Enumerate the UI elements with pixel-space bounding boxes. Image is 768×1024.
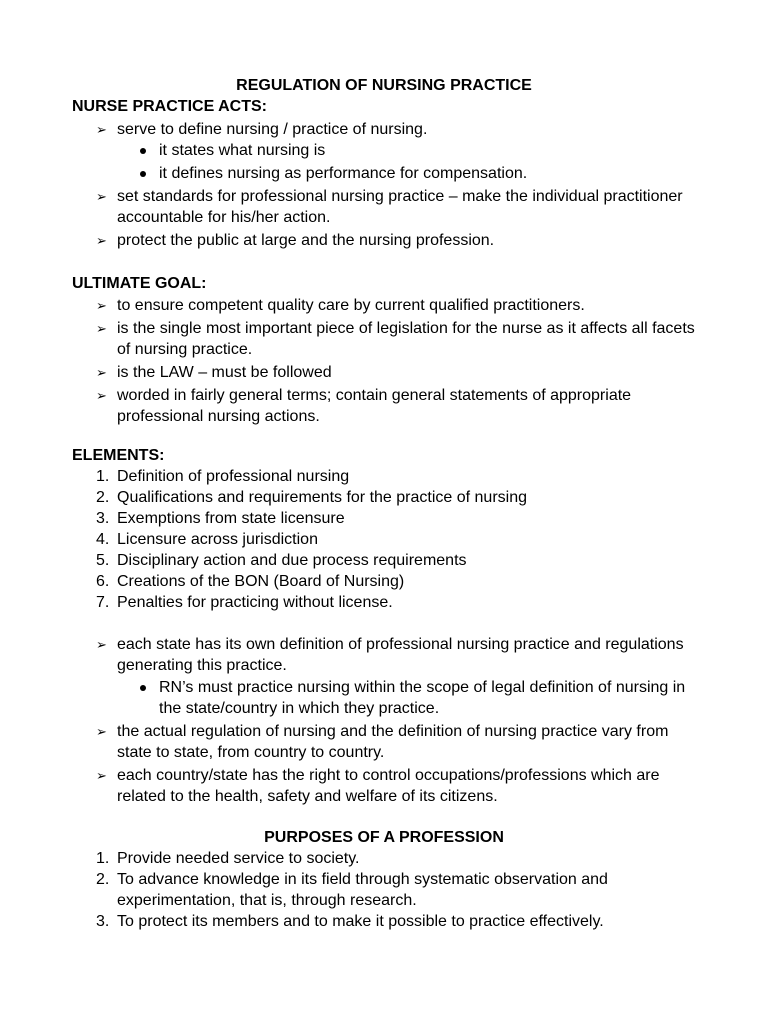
list-item [96,295,696,316]
numbered-item-text: Penalties for practicing without license. [117,594,393,611]
sub-list-item [138,140,696,161]
numbered-item [96,571,696,592]
item-number: 6. [96,573,110,590]
numbered-item [96,529,696,550]
item-number: 2. [96,489,110,506]
list-item-text: to ensure competent quality care by current qualified practitioners. [117,297,585,314]
sub-list-item-text: RN’s must practice nursing within the scope of legal definition of nursing in the state/country in which they practice. [159,679,686,717]
list-item [96,721,696,763]
arrow-bullet-icon: ➢ [96,388,107,403]
numbered-item-text: Definition of professional nursing [117,468,350,485]
numbered-item [96,592,696,613]
arrow-bullet-icon: ➢ [96,298,107,313]
sub-list-item [138,163,696,184]
arrow-bullet-icon: ➢ [96,724,107,739]
list-item [96,230,696,251]
item-number: 3. [96,510,110,527]
item-number: 5. [96,552,110,569]
list-item [96,119,696,184]
item-number: 2. [96,871,110,888]
list-item-text: protect the public at large and the nursing profession. [117,232,495,249]
nurse-practice-acts-list [96,119,696,251]
numbered-item-text: Disciplinary action and due process requirements [117,552,467,569]
item-number: 1. [96,850,110,867]
arrow-bullet-icon: ➢ [96,365,107,380]
numbered-item-text: To advance knowledge in its field through systematic observation and experimentation, that is, through research. [117,871,608,909]
sub-list-item-text: it states what nursing is [159,142,326,159]
list-item [96,362,696,383]
sub-list-item [138,677,696,719]
arrow-bullet-icon: ➢ [96,233,107,248]
numbered-item [96,869,696,911]
list-item-text: is the LAW – must be followed [117,364,332,381]
list-item [96,186,696,228]
item-number: 7. [96,594,110,611]
list-item [96,634,696,719]
item-number: 1. [96,468,110,485]
ultimate-goal-list [96,295,696,427]
section-heading-nurse-practice-acts: NURSE PRACTICE ACTS: [72,98,267,115]
numbered-item [96,848,696,869]
item-number: 3. [96,913,110,930]
section-heading-ultimate-goal: ULTIMATE GOAL: [72,275,207,292]
elements-list [96,466,696,613]
item-number: 4. [96,531,110,548]
list-item [96,765,696,807]
numbered-item [96,508,696,529]
list-item-text: the actual regulation of nursing and the definition of nursing practice vary from state to state, from country to country. [117,723,669,761]
numbered-item-text: To protect its members and to make it possible to practice effectively. [117,913,604,930]
section-heading-elements: ELEMENTS: [72,447,165,464]
numbered-item-text: Qualifications and requirements for the practice of nursing [117,489,527,506]
numbered-item-text: Provide needed service to society. [117,850,360,867]
sub-bullet-list [138,677,696,719]
sub-bullet-list [138,140,696,184]
section-heading-purposes: PURPOSES OF A PROFESSION [264,829,504,846]
list-item [96,385,696,427]
numbered-item [96,466,696,487]
numbered-item-text: Licensure across jurisdiction [117,531,318,548]
numbered-item-text: Creations of the BON (Board of Nursing) [117,573,405,590]
list-item-text: each country/state has the right to control occupations/professions which are related to the health, safety and welfare of its citizens. [117,767,660,805]
arrow-bullet-icon: ➢ [96,122,107,137]
arrow-bullet-icon: ➢ [96,637,107,652]
arrow-bullet-icon: ➢ [96,768,107,783]
bullet-dot-icon [140,685,146,691]
list-item-text: set standards for professional nursing practice – make the individual practitioner accountable for his/her action. [117,188,683,226]
list-item-text: each state has its own definition of professional nursing practice and regulations generating this practice. [117,636,684,674]
list-item-text: worded in fairly general terms; contain general statements of appropriate professional nursing actions. [117,387,632,425]
state-notes-list [96,634,696,807]
numbered-item [96,487,696,508]
bullet-dot-icon [140,148,146,154]
list-item [96,318,696,360]
page-title: REGULATION OF NURSING PRACTICE [236,77,532,94]
bullet-dot-icon [140,171,146,177]
list-item-text: is the single most important piece of legislation for the nurse as it affects all facets of nursing practice. [117,320,695,358]
list-item-text: serve to define nursing / practice of nursing. [117,121,428,138]
numbered-item [96,550,696,571]
numbered-item [96,911,696,932]
arrow-bullet-icon: ➢ [96,189,107,204]
arrow-bullet-icon: ➢ [96,321,107,336]
numbered-item-text: Exemptions from state licensure [117,510,345,527]
sub-list-item-text: it defines nursing as performance for compensation. [159,165,528,182]
purposes-list [96,848,696,932]
